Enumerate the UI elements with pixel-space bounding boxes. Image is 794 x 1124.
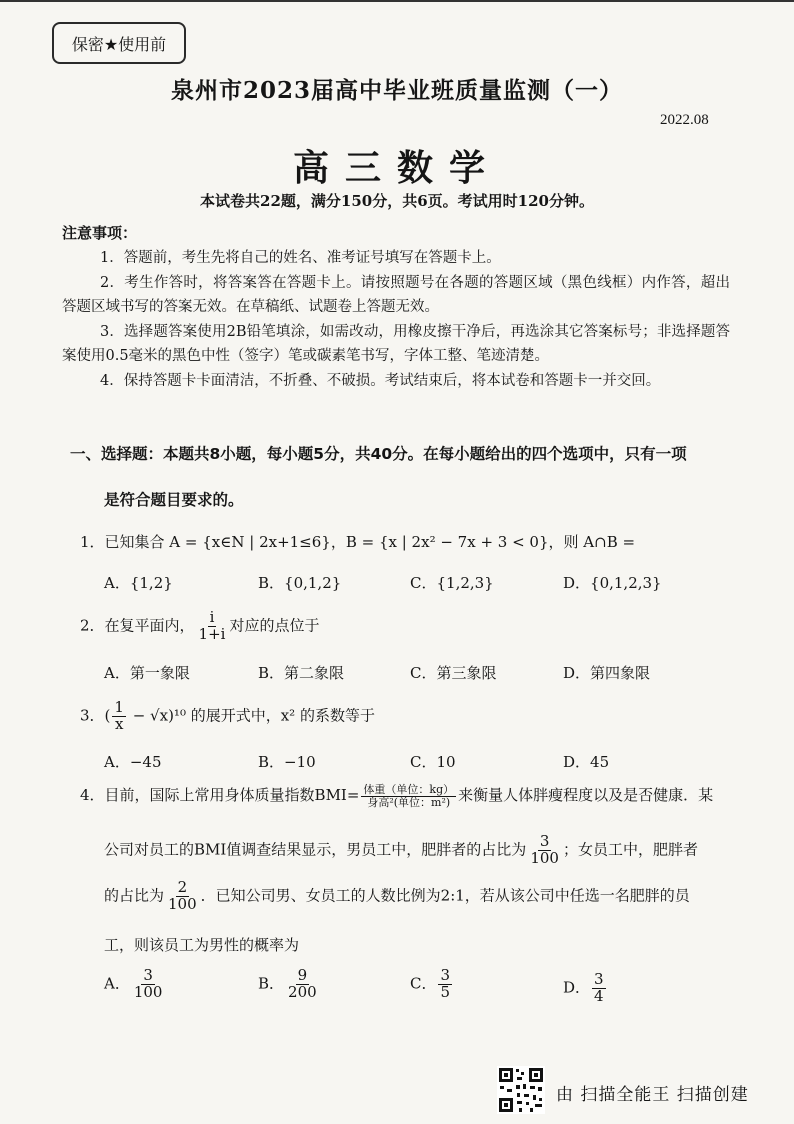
q4-line3-suffix: ．已知公司男、女员工的人数比例为2:1，若从该公司中任选一名肥胖的员 (200, 886, 690, 905)
female-ratio-fraction (166, 880, 199, 913)
q2-option-d: D．第四象限 (563, 664, 651, 682)
bmi-fraction (361, 784, 456, 808)
q4-option-b-fraction (286, 968, 319, 1001)
q4-line3-prefix: 的占比为 (104, 886, 165, 905)
question-1: 1．已知集合 A = {x∈N | 2x+1≤6}，B = {x | 2x² − 7x + 3 < 0}，则 A∩B = (80, 533, 636, 551)
q4-line1-suffix: 来衡量人体胖瘦程度以及是否健康．某 (458, 786, 714, 805)
q4-b-den: 200 (288, 982, 317, 1001)
q4-option-d (563, 972, 608, 1005)
q4-line2-prefix: 公司对员工的BMI值调查结果显示，男员工中，肥胖者的占比为 (104, 840, 527, 859)
q4-d-den: 4 (594, 986, 604, 1005)
q4-option-c-fraction (438, 968, 452, 1001)
q3-prefix: 3．( (80, 706, 111, 725)
q4-a-num: 3 (143, 966, 153, 984)
section-heading-cont: 是符合题目要求的。 (104, 491, 244, 509)
notice-item: 4．保持答题卡卡面清洁，不折叠、不破损。考试结束后，将本试卷和答题卡一并交回。 (100, 372, 661, 389)
question-3 (80, 700, 375, 733)
subject-title: 高三数学 (292, 147, 501, 189)
notice-item: 3．选择题答案使用2B铅笔填涂，如需改动，用橡皮擦干净后，再选涂其它答案标号；非选择题答案使用0.5毫米的黑色中性（签字）笔或碳素笔书写，字体工整、笔迹清楚。 (62, 323, 730, 364)
q2-prefix: 2．在复平面内， (80, 616, 195, 635)
q4-option-c-label: C． (410, 974, 437, 993)
q4-option-d-fraction (592, 972, 606, 1005)
q4-a-den: 100 (133, 982, 163, 1001)
scanner-watermark: 由 扫描全能王 扫描创建 (556, 1085, 749, 1105)
q2-option-b: B．第二象限 (258, 664, 345, 682)
bmi-num: 体重（单位：kg） (363, 783, 455, 796)
exam-date: 2022.08 (660, 112, 709, 128)
confidential-stamp: 保密★使用前 (52, 22, 186, 64)
female-den: 100 (168, 894, 197, 913)
q2-suffix: 对应的点位于 (229, 616, 320, 635)
q4-c-den: 5 (440, 982, 451, 1001)
q3-option-d: D．45 (563, 753, 610, 771)
q3-frac-den: x (114, 714, 124, 733)
q1-option-b: B．{0,1,2} (258, 574, 342, 592)
section-heading: 一、选择题：本题共8小题，每小题5分，共40分。在每小题给出的四个选项中，只有一项 (70, 445, 687, 463)
question-4-line-4: 工，则该员工为男性的概率为 (104, 936, 300, 954)
q4-b-num: 9 (297, 966, 308, 984)
q4-option-a-label: A． (104, 974, 130, 993)
notice-heading: 注意事项： (62, 224, 138, 242)
q2-option-c: C．第三象限 (410, 664, 497, 682)
q4-option-c (410, 968, 454, 1001)
qr-code-icon (497, 1066, 545, 1114)
q1-option-a: A．{1,2} (104, 574, 173, 592)
male-num: 3 (539, 832, 550, 850)
q2-fraction (197, 610, 228, 643)
q3-option-a: A．−45 (104, 753, 162, 771)
q2-option-a: A．第一象限 (104, 664, 190, 682)
page-top-edge (0, 0, 794, 8)
female-num: 2 (177, 878, 188, 896)
question-4-line-1 (80, 784, 713, 808)
q3-option-c: C．10 (410, 753, 456, 771)
question-4-line-2 (104, 834, 698, 867)
q3-fraction (112, 700, 126, 733)
q3-mid: − √x)¹⁰ 的展开式中，x² 的系数等于 (127, 706, 375, 725)
notice-item: 1．答题前，考生先将自己的姓名、准考证号填写在答题卡上。 (100, 250, 501, 266)
q4-d-num: 3 (594, 970, 604, 988)
exam-title: 泉州市2023届高中毕业班质量监测（一） (170, 77, 623, 104)
question-4-line-3 (104, 880, 690, 913)
q4-option-a-fraction (132, 968, 165, 1001)
bmi-den: 身高²(单位：m²) (367, 795, 451, 809)
male-den: 100 (530, 848, 559, 867)
q4-option-a (104, 968, 166, 1001)
q1-option-c: C．{1,2,3} (410, 574, 494, 592)
q4-line2-suffix: ；女员工中，肥胖者 (562, 840, 698, 859)
q4-c-num: 3 (440, 966, 451, 984)
notice-list (62, 246, 730, 393)
question-2 (80, 610, 319, 643)
q2-frac-den: 1+i (198, 624, 226, 643)
q3-option-b: B．−10 (258, 753, 316, 771)
exam-intro: 本试卷共22题，满分150分，共6页。考试用时120分钟。 (200, 192, 594, 210)
q1-option-d: D．{0,1,2,3} (563, 574, 662, 592)
q4-option-d-label: D． (563, 978, 591, 997)
q4-line1-prefix: 4．目前，国际上常用身体质量指数BMI= (80, 786, 360, 805)
q4-option-b-label: B． (258, 974, 285, 993)
q4-option-b (258, 968, 321, 1001)
q2-frac-num: i (209, 608, 215, 626)
notice-item: 2．考生作答时，将答案答在答题卡上。请按照题号在各题的答题区域（黑色线框）内作答，超出答题区域书写的答案无效。在草稿纸、试题卷上答题无效。 (62, 274, 730, 315)
male-ratio-fraction (528, 834, 561, 867)
q3-frac-num: 1 (114, 698, 124, 716)
